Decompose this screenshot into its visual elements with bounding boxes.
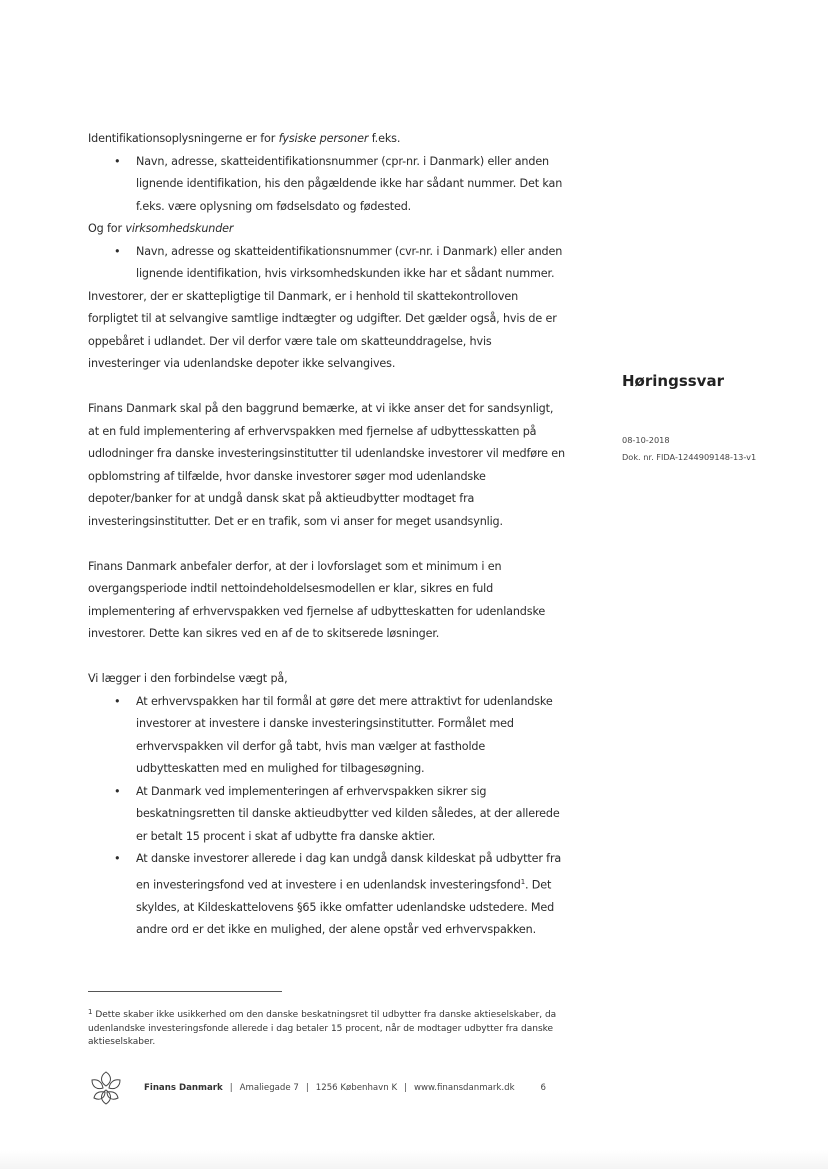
footer-postal: 1256 København K [315,1083,398,1093]
document-meta [622,432,822,465]
document-date: 08-10-2018 [622,435,670,445]
personal-identification-list [88,151,566,219]
finans-danmark-logo-icon [88,1070,124,1106]
list-item: • Navn, adresse og skatteidentifikationsnummer (cvr-nr. i Danmark) eller anden lignende identifikation, hvis virksomhedskunden ikke har et sådant nummer. [114,244,563,280]
scan-edge [0,1150,828,1169]
list-item: • At Danmark ved implementeringen af erhvervspakken sikrer sig beskatningsretten til danske aktieudbytter ved kilden således, at der allerede er betalt 15 procent i skat af udbytte fra danske aktier. [114,784,560,843]
page-footer [88,1068,568,1108]
sidebar [622,370,822,465]
intro-line: Identifikationsoplysningerne er for fysiske personer f.eks. [88,132,401,145]
business-intro: Og for virksomhedskunder [88,222,234,235]
footnote [88,1006,558,1050]
main-text [88,128,566,942]
footer-organization: Finans Danmark [144,1083,223,1093]
footnote-text: Dette skaber ikke usikkerhed om den danske beskatningsret til udbytter fra danske aktieselskaber, da udenlandske investeringsfonde allerede i dag betaler 15 procent, når de modtager udbytter fra danske aktieselskaber. [88,1010,557,1047]
paragraph-recommendation: Finans Danmark anbefaler derfor, at der i lovforslaget som et minimum i en overgangsperiode indtil nettoindeholdelsesmodellen er klar, sikres en fuld implementering af erhvervspakken ved fjernelse af udbytteskatten for udenlandske investorer. Dette kan sikres ved en af de to skitserede løsninger. [88,559,546,640]
paragraph-investors: Investorer, der er skattepligtige til Danmark, er i henhold til skattekontrolloven forpligtet til at selvangive samtlige indtægter og udgifter. Det gælder også, hvis de er oppebåret i udlandet. Der vil derfor være tale om skatteunddragelse, hvis investeringer via udenlandske depoter ikke selvangives. [88,289,557,370]
list-item: • At danske investorer allerede i dag kan undgå dansk kildeskat på udbytter fra en investeringsfond ved at investere i en udenlandsk investeringsfond$^1$. Det skyldes, at Kildeskattelovens §65 ikke omfatter udenlandske udstedere. Med andre ord er det ikke en mulighed, der alene opstår ved erhvervspakken. [114,852,562,937]
document-type-title: Høringssvar [622,372,724,390]
page-number: 6 [540,1083,547,1093]
document-number: Dok. nr. FIDA-1244909148-13-v1 [622,451,757,462]
business-identification-list [88,241,566,286]
footnote-number: 1 [88,1008,93,1016]
footer-website-link[interactable]: www.finansdanmark.dk [413,1083,515,1093]
paragraph-remark: Finans Danmark skal på den baggrund bemærke, at vi ikke anser det for sandsynligt, at en fuld implementering af erhvervspakken med fjernelse af udbyttesskatten på udlodninger fra danske investeringsinstitutter til udenlandske investorer vil medføre en opblomstring af tilfælde, hvor danske investorer søger mod udenlandske depoter/banker for at undgå dansk skat på aktieudbytter modtaget fra investeringsinstitutter. Det er en trafik, som vi anser for meget usandsynlig. [88,402,565,528]
footer-contact: Finans Danmark | Amaliegade 7 | 1256 København K | www.finansdanmark.dk [144,1083,515,1093]
footnote-reference[interactable]: 1 [520,877,525,886]
footer-address: Amaliegade 7 [239,1083,299,1093]
emphasis-list [88,691,566,942]
list-item: • At erhvervspakken har til formål at gøre det mere attraktivt for udenlandske investorer at investere i danske investeringsinstitutter. Formålet med erhvervspakken vil derfor gå tabt, hvis man vælger at fastholde udbytteskatten med en mulighed for tilbagesøgning. [114,694,553,775]
emphasis-intro: Vi lægger i den forbindelse vægt på, [88,672,288,685]
list-item: • Navn, adresse, skatteidentifikationsnummer (cpr-nr. i Danmark) eller anden lignende identifikation, his den pågældende ikke har sådant nummer. Det kan f.eks. være oplysning om fødselsdato og fødested. [114,154,563,213]
footnote-divider [88,991,282,992]
